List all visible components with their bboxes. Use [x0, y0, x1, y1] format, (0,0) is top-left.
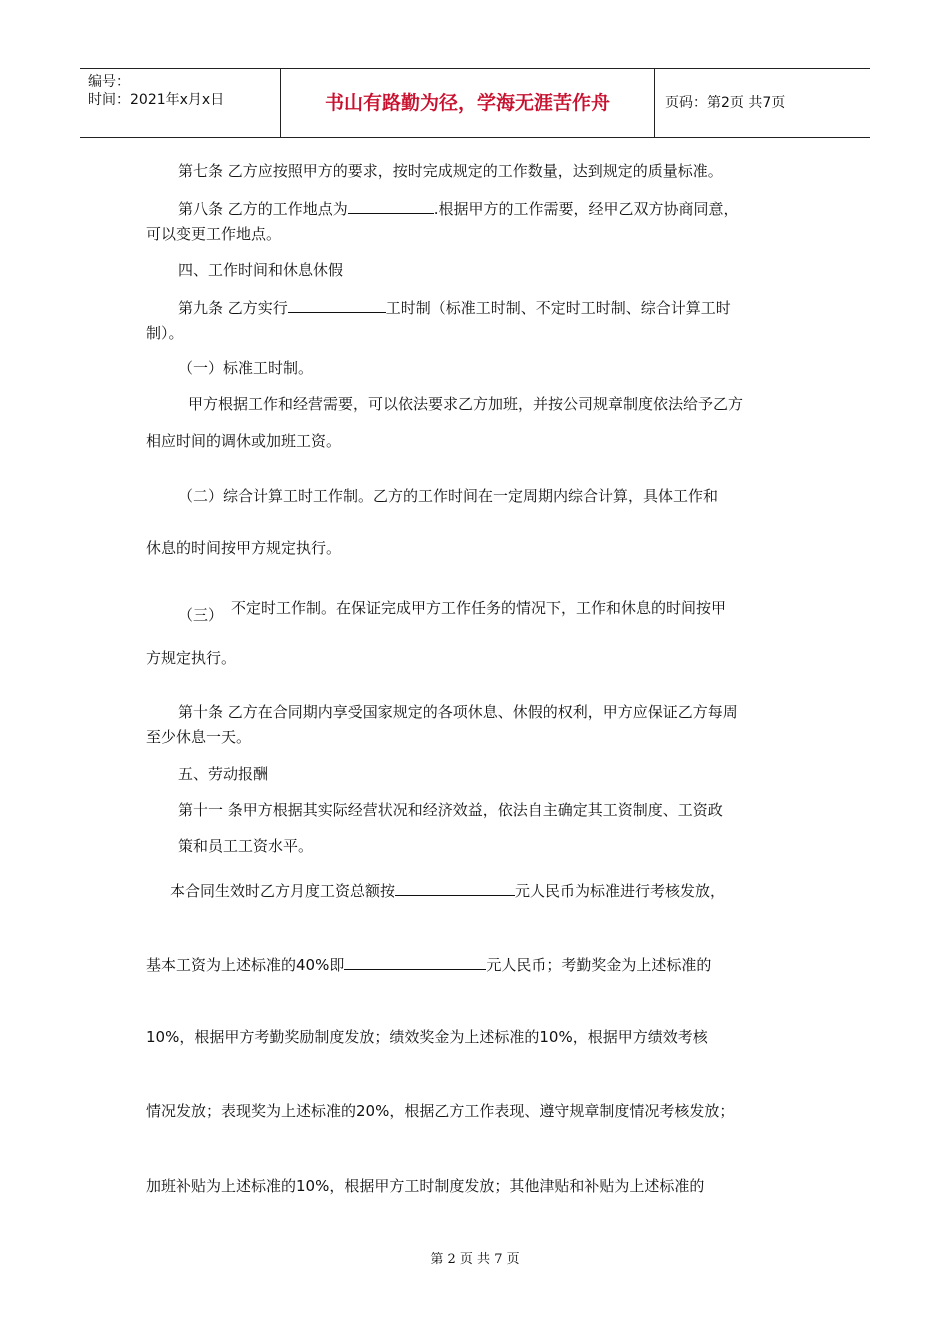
base-salary-blank[interactable]	[344, 954, 486, 970]
salary-line-5: 加班补贴为上述标准的10%，根据甲方工时制度发放；其他津贴和补贴为上述标准的	[146, 1177, 705, 1195]
article-10-line-2: 至少休息一天。	[146, 728, 252, 746]
salary-line-3: 10%，根据甲方考勤奖励制度发放；绩效奖金为上述标准的10%，根据甲方绩效考核	[146, 1028, 708, 1046]
section-4-heading: 四、工作时间和休息休假	[178, 261, 344, 279]
header-motto: 书山有路勤为径，学海无涯苦作舟	[281, 69, 655, 137]
article-11-line-1: 第十一 条甲方根据其实际经营状况和经济效益，依法自主确定其工资制度、工资政	[178, 801, 723, 819]
article-10-line-1: 第十条 乙方在合同期内享受国家规定的各项休息、休假的权利，甲方应保证乙方每周	[178, 703, 738, 721]
work-hours-system-blank[interactable]	[288, 297, 386, 313]
header-meta	[80, 69, 281, 137]
irregular-hours-line-2: 方规定执行。	[146, 649, 237, 667]
article-7: 第七条 乙方应按照甲方的要求，按时完成规定的工作数量，达到规定的质量标准。	[178, 162, 723, 180]
section-5-heading: 五、劳动报酬	[178, 765, 269, 783]
standard-hours-line-2: 相应时间的调休或加班工资。	[146, 432, 342, 450]
document-header	[80, 68, 870, 138]
standard-hours-title: （一）标准工时制。	[178, 359, 314, 377]
document-number-label: 编号：	[88, 74, 130, 90]
total-salary-blank[interactable]	[395, 880, 515, 896]
salary-line-4: 情况发放；表现奖为上述标准的20%，根据乙方工作表现、遵守规章制度情况考核发放；	[146, 1102, 735, 1120]
document-date: 时间：2021年x月x日	[88, 92, 225, 108]
irregular-hours-line-1: 不定时工作制。在保证完成甲方工作任务的情况下，工作和休息的时间按甲	[231, 599, 727, 617]
comprehensive-hours-line-2: 休息的时间按甲方规定执行。	[146, 539, 342, 557]
header-page-info: 页码：第2页 共7页	[665, 95, 786, 111]
article-11-line-2: 策和员工工资水平。	[178, 837, 314, 855]
standard-hours-line-1: 甲方根据工作和经营需要，可以依法要求乙方加班，并按公司规章制度依法给予乙方	[188, 395, 744, 413]
irregular-hours-prefix: （三）	[178, 606, 224, 624]
salary-line-2: 基本工资为上述标准的40%即 元人民币；考勤奖金为上述标准的	[146, 956, 712, 974]
article-8-line-2: 可以变更工作地点。	[146, 225, 282, 243]
article-9-line-2: 制）。	[146, 324, 184, 342]
page-footer: 第 2 页 共 7 页	[430, 1252, 520, 1267]
article-9-line-1: 第九条 乙方实行 工时制（标准工时制、不定时工时制、综合计算工时	[178, 299, 731, 317]
work-location-blank[interactable]	[348, 198, 434, 214]
article-8-line-1: 第八条 乙方的工作地点为 .根据甲方的工作需要，经甲乙双方协商同意，	[178, 200, 739, 218]
salary-line-1: 本合同生效时乙方月度工资总额按 元人民币为标准进行考核发放，	[170, 882, 726, 900]
comprehensive-hours-line-1: （二）综合计算工时工作制。乙方的工作时间在一定周期内综合计算，具体工作和	[178, 487, 719, 505]
